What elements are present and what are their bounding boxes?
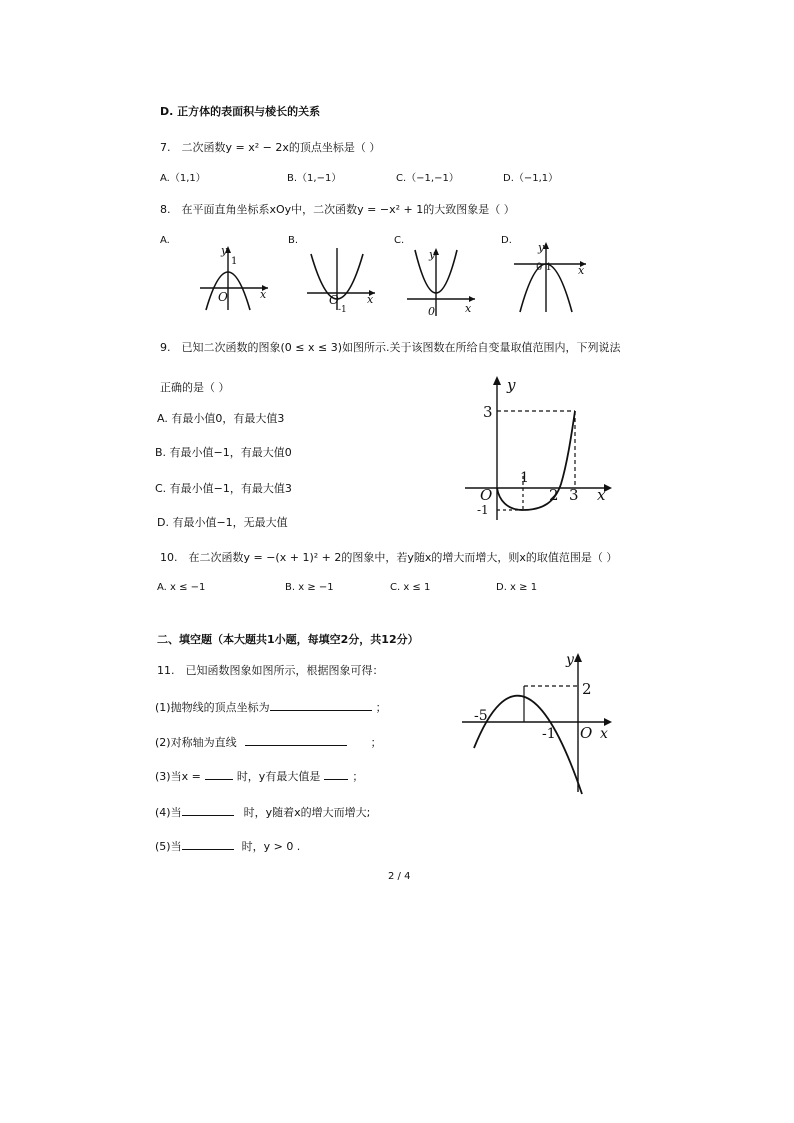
q11-part-4-text-a: (4)当: [155, 806, 182, 819]
q11-part-5: [155, 838, 300, 854]
q10-option-d: D. x ≥ 1: [496, 582, 538, 593]
q11-part-3-blank-max[interactable]: [324, 768, 348, 780]
q11-part-5-text-a: (5)当: [155, 840, 182, 853]
q8-label-b: B.: [288, 235, 299, 246]
q9-graph: [465, 372, 615, 522]
question-11: 11. 已知函数图象如图所示，根据图象可得：: [157, 664, 384, 677]
q8d-tick-label: 0 1: [536, 262, 552, 273]
q11-graph: [462, 648, 622, 796]
question-8: 8. 在平面直角坐标系xOy中，二次函数y = −x² + 1的大致图象是（ ）: [160, 203, 515, 216]
q11-part-1: [155, 699, 387, 715]
q10-option-a: A. x ≤ −1: [157, 582, 206, 593]
q8d-y-label: y: [538, 241, 545, 254]
q8a-x-label: x: [260, 288, 267, 301]
q8d-x-label: x: [578, 264, 585, 277]
q9-option-d: D. 有最小值−1，无最大值: [157, 516, 288, 529]
q8b-x-label: x: [367, 293, 374, 306]
q11-part-4-text-b: 时，y随着x的增大而增大;: [243, 806, 371, 819]
q9-x-label: x: [597, 486, 606, 504]
q8c-origin-label: 0: [428, 305, 435, 318]
q11-part-3-text-a: (3)当x =: [155, 770, 201, 783]
q11-y2-label: 2: [582, 680, 592, 698]
q11-part-5-blank[interactable]: [182, 838, 234, 850]
q7-option-d: D.（−1,1）: [503, 173, 559, 184]
q11-part-1-blank[interactable]: [270, 699, 372, 711]
q11-y-label: y: [566, 652, 574, 668]
q8-graph-c: [405, 244, 477, 318]
q11-part-2-text: (2)对称轴为直线: [155, 736, 237, 749]
q11-part-4-blank[interactable]: [182, 804, 234, 816]
q8-graph-a: [198, 244, 270, 312]
q9-y-label: y: [507, 376, 516, 394]
q11-part-2: [155, 734, 382, 750]
q9-y3-label: 3: [483, 403, 493, 421]
q11-part-2-blank[interactable]: [245, 734, 347, 746]
q11-part-3-text-b: 时，y有最大值是: [236, 770, 321, 783]
q11-x-label: x: [600, 726, 608, 742]
q8c-x-label: x: [465, 302, 472, 315]
q9-x3-label: 3: [569, 486, 579, 504]
q7-option-b: B.（1,−1）: [287, 173, 342, 184]
q9-option-b: B. 有最小值−1，有最大值0: [155, 446, 292, 459]
question-9-line2: 正确的是（ ）: [160, 381, 230, 394]
q7-option-a: A.（1,1）: [160, 173, 206, 184]
q11-part-1-text: (1)抛物线的顶点坐标为: [155, 701, 270, 714]
q8-label-c: C.: [394, 235, 405, 246]
question-10: 10. 在二次函数y = −(x + 1)² + 2的图象中，若y随x的增大而增大，则x的取值范围是（ ）: [160, 551, 618, 564]
q11-part-3-blank-x[interactable]: [205, 768, 233, 780]
option-d-text: D. 正方体的表面积与棱长的关系: [160, 105, 321, 118]
q8-label-d: D.: [501, 235, 512, 246]
page-number: 2 / 4: [388, 871, 411, 882]
q10-option-c: C. x ≤ 1: [390, 582, 431, 593]
q9-option-a: A. 有最小值0，有最大值3: [157, 412, 285, 425]
q9-option-c: C. 有最小值−1，有最大值3: [155, 482, 292, 495]
q8b-origin-label: O: [329, 293, 339, 307]
question-7: 7. 二次函数y = x² − 2x的顶点坐标是（ ）: [160, 141, 381, 154]
q11-part-1-end: ；: [375, 701, 387, 714]
q8-graph-b: [305, 244, 377, 314]
q8-graph-d: [512, 240, 590, 314]
q9-x1-label: 1: [520, 470, 529, 486]
q11-neg5-label: -5: [474, 708, 488, 724]
q8b-neg-one-label: -1: [338, 305, 347, 315]
q8a-y-label: y: [221, 244, 228, 257]
q9-ym1-label: -1: [477, 503, 489, 517]
q11-part-3: [155, 768, 363, 784]
q8c-y-label: y: [429, 248, 436, 261]
section-2-heading: 二、填空题（本大题共1小题，每填空2分，共12分）: [157, 633, 419, 646]
q11-part-5-text-b: 时，y > 0 .: [241, 840, 301, 853]
q7-option-c: C.（−1,−1）: [396, 173, 459, 184]
q11-part-3-end: ；: [352, 770, 364, 783]
q8a-one-label: 1: [231, 256, 238, 267]
q8-label-a: A.: [160, 235, 170, 246]
q10-option-b: B. x ≥ −1: [285, 582, 334, 593]
q11-part-2-end: ；: [370, 736, 382, 749]
q9-x2-label: 2: [549, 486, 559, 504]
q9-origin-label: O: [480, 486, 493, 504]
q11-part-4: [155, 804, 370, 820]
q11-origin-label: O: [580, 724, 593, 742]
q8a-origin-label: O: [218, 290, 228, 304]
question-9-line1: 9. 已知二次函数的图象(0 ≤ x ≤ 3)如图所示.关于该图数在所给自变量取值范围内，下列说法: [160, 341, 621, 354]
q11-neg1-label: -1: [542, 726, 556, 742]
